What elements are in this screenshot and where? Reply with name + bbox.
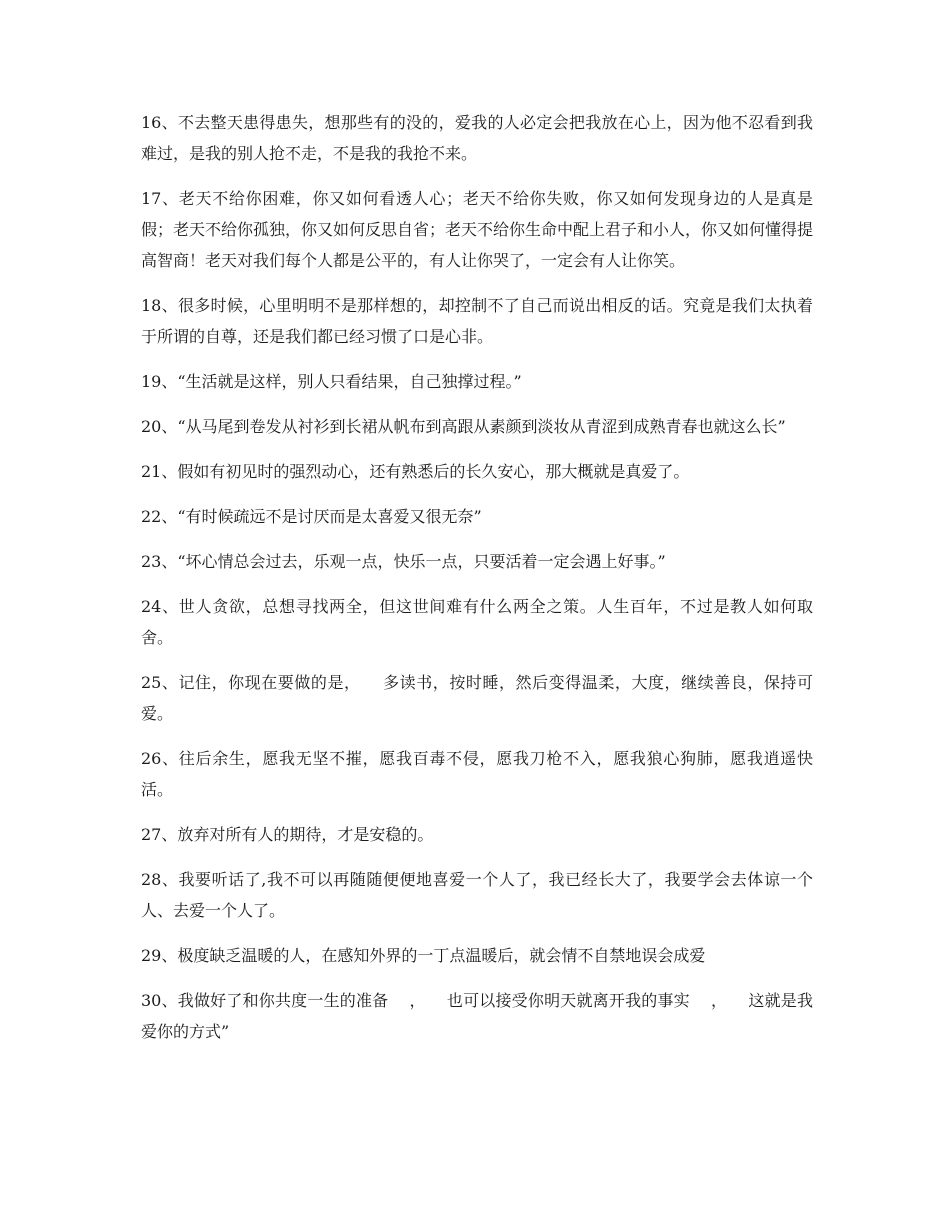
quote-21: 21、假如有初见时的强烈动心，还有熟悉后的长久安心，那大概就是真爱了。 bbox=[141, 462, 690, 481]
quote-26: 26、往后余生，愿我无坚不摧，愿我百毒不侵，愿我刀枪不入，愿我狼心狗肺，愿我逍遥快活。 bbox=[141, 749, 813, 799]
quote-23: 23、“坏心情总会过去，乐观一点，快乐一点，只要活着一定会遇上好事。” bbox=[141, 552, 666, 571]
quote-28: 28、我要听话了,我不可以再随随便便地喜爱一个人了，我已经长大了，我要学会去体谅一个人、去爱一个人了。 bbox=[141, 870, 813, 920]
quote-25: 25、记住，你现在要做的是， 多读书，按时睡，然后变得温柔，大度，继续善良，保持可爱。 bbox=[141, 673, 813, 723]
quote-29: 29、极度缺乏温暖的人，在感知外界的一丁点温暖后，就会情不自禁地误会成爱 bbox=[141, 946, 706, 965]
quote-18: 18、很多时候，心里明明不是那样想的，却控制不了自己而说出相反的话。究竟是我们太执着于所谓的自尊，还是我们都已经习惯了口是心非。 bbox=[141, 296, 813, 346]
quote-17: 17、老天不给你困难，你又如何看透人心；老天不给你失败，你又如何发现身边的人是真是假；老天不给你孤独，你又如何反思自省；老天不给你生命中配上君子和小人，你又如何懂得提高智商！老天对我们每个人都是公平的，有人让你哭了，一定会有人让你笑。 bbox=[141, 189, 814, 270]
quote-22: 22、“有时候疏远不是讨厌而是太喜爱又很无奈” bbox=[141, 507, 482, 526]
quote-20: 20、“从马尾到卷发从衬衫到长裙从帆布到高跟从素颜到淡妆从青涩到成熟青春也就这么长” bbox=[141, 417, 786, 436]
quote-27: 27、放弃对所有人的期待，才是安稳的。 bbox=[141, 825, 434, 844]
quote-24: 24、世人贪欲，总想寻找两全，但这世间难有什么两全之策。人生百年，不过是教人如何取舍。 bbox=[141, 597, 813, 647]
document-body bbox=[141, 107, 813, 1061]
quote-30: 30、我做好了和你共度一生的准备 ， 也可以接受你明天就离开我的事实 ， 这就是我爱你的方式” bbox=[141, 991, 813, 1041]
quote-16: 16、不去整天患得患失，想那些有的没的，爱我的人必定会把我放在心上，因为他不忍看到我难过，是我的别人抢不走，不是我的我抢不来。 bbox=[141, 113, 813, 163]
quote-19: 19、“生活就是这样，别人只看结果，自己独撑过程。” bbox=[141, 372, 522, 391]
